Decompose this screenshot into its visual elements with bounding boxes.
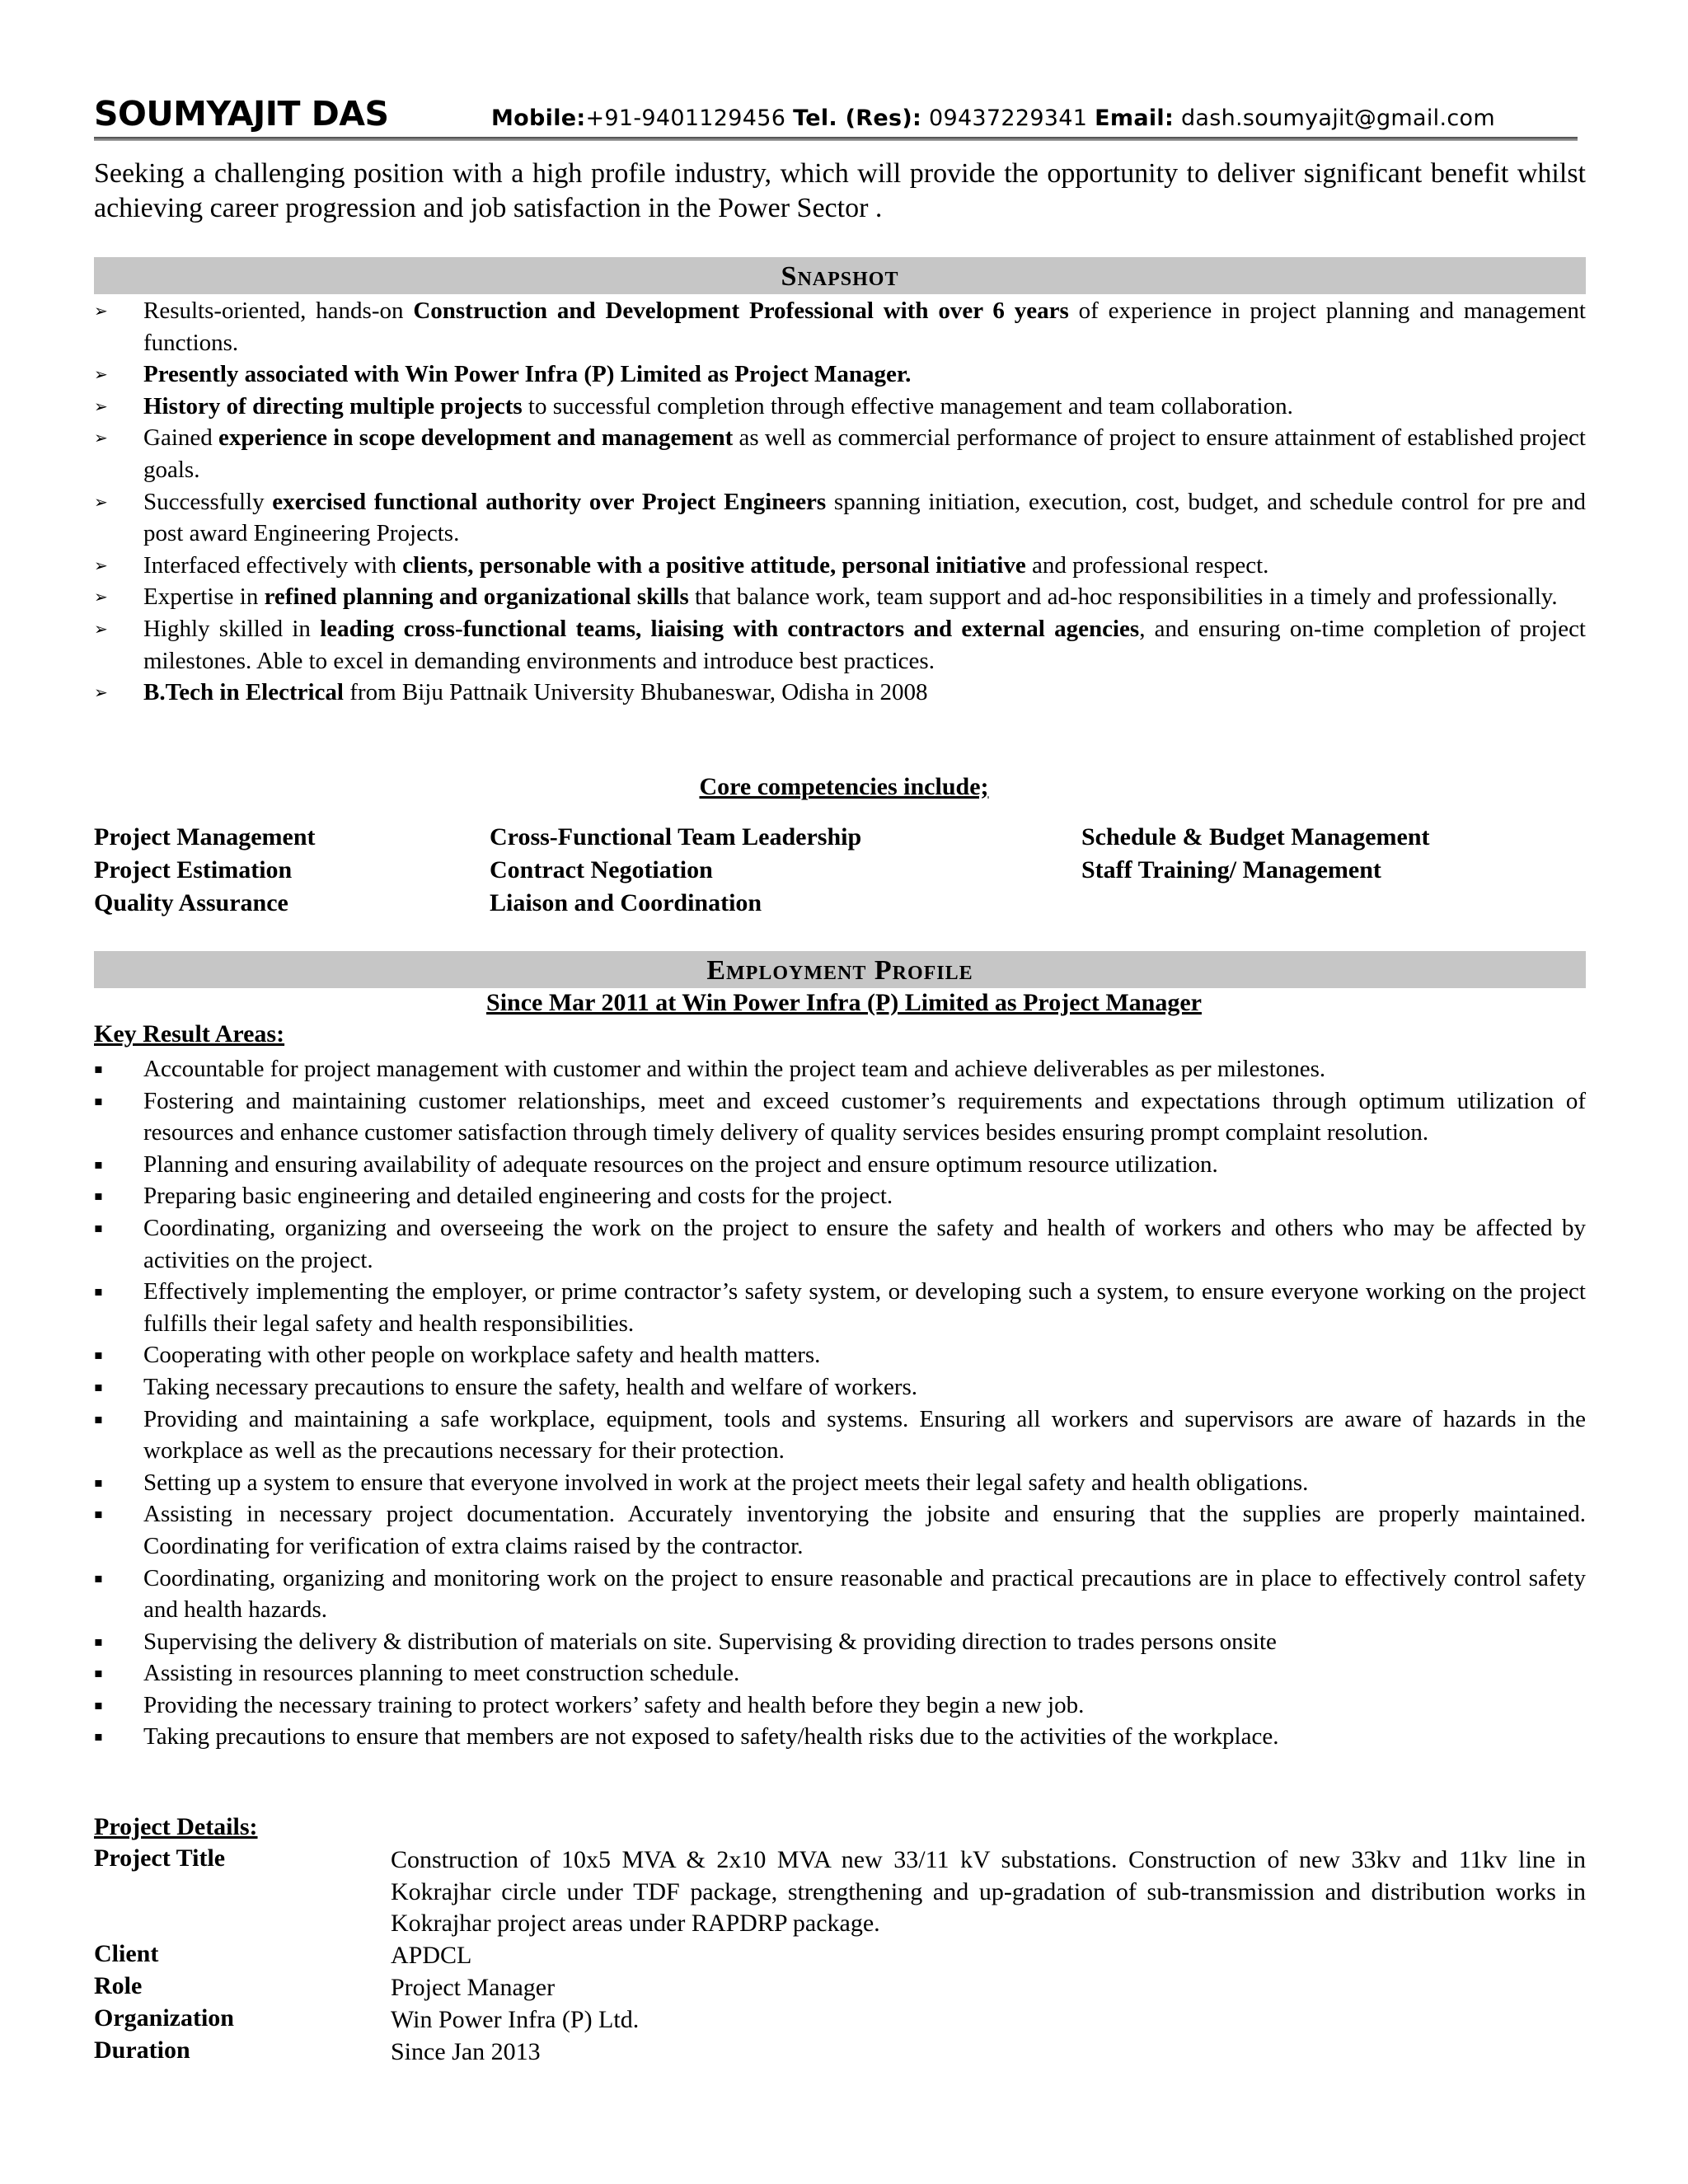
kra-item-text: Supervising the delivery & distribution of materials on site. Supervising & providing direction to trades persons onsite [143, 1628, 1277, 1655]
kra-item-text: Providing the necessary training to protect workers’ safety and health before they begin a new job. [143, 1691, 1085, 1718]
competency-item: Staff Training/ Management [1081, 856, 1381, 883]
kra-item [94, 1721, 1586, 1753]
client-label: Client [94, 1940, 159, 1967]
snapshot-item [94, 391, 1586, 423]
kra-item [94, 1467, 1586, 1499]
snapshot-item-text: and professional respect. [1025, 551, 1269, 579]
snapshot-item [94, 359, 1586, 391]
square-bullet-icon: ▪ [94, 1155, 103, 1172]
tel-value: 09437229341 [928, 105, 1088, 131]
role-value: Project Manager [391, 1974, 556, 2001]
arrow-bullet-icon: ➢ [94, 301, 108, 321]
kra-item [94, 1563, 1586, 1626]
square-bullet-icon: ▪ [94, 1569, 103, 1586]
competency-item: Project Management [94, 823, 316, 851]
email-value: dash.soumyajit@gmail.com [1180, 105, 1495, 131]
square-bullet-icon: ▪ [94, 1633, 103, 1649]
kra-item-text: Taking necessary precautions to ensure the safety, health and welfare of workers. [143, 1373, 918, 1400]
career-objective: Seeking a challenging position with a high profile industry, which will provide the opportunity to deliver significant benefit whilst achieving career progression and job satisfaction in the Power Sector . [94, 158, 1586, 223]
header-divider [94, 137, 1578, 141]
snapshot-item-text: Expertise in [143, 583, 265, 611]
competency-item: Liaison and Coordination [490, 889, 762, 916]
square-bullet-icon: ▪ [94, 1728, 103, 1745]
snapshot-item-highlight: History of directing multiple projects [143, 392, 523, 419]
kra-item-text: Cooperating with other people on workplace safety and health matters. [143, 1342, 821, 1369]
snapshot-item-highlight: experience in scope development and management [218, 424, 734, 452]
contact-line [491, 105, 1495, 131]
key-result-areas-list [94, 1053, 1586, 1753]
email-label: Email: [1095, 105, 1175, 131]
snapshot-item [94, 486, 1586, 550]
snapshot-item-text: as well as commercial performance of project to ensure attainment of established project goals. [143, 424, 1586, 483]
competency-item: Cross-Functional Team Leadership [490, 823, 862, 851]
kra-item [94, 1404, 1586, 1467]
competency-item: Schedule & Budget Management [1081, 823, 1430, 851]
square-bullet-icon: ▪ [94, 1188, 103, 1204]
arrow-bullet-icon: ➢ [94, 428, 108, 448]
kra-item [94, 1212, 1586, 1276]
kra-item [94, 1085, 1586, 1149]
kra-item [94, 1371, 1586, 1404]
competencies-column-1 [94, 821, 316, 920]
snapshot-item-text: , and ensuring on-time completion of project milestones. Able to excel in demanding environments and introduce best practices. [143, 615, 1586, 674]
mobile-value: +91-9401129456 [585, 105, 786, 131]
snapshot-item [94, 295, 1586, 359]
key-result-areas-heading: Key Result Areas: [94, 1020, 285, 1047]
square-bullet-icon: ▪ [94, 1474, 103, 1490]
kra-item-text: Taking precautions to ensure that members are not exposed to safety/health risks due to the activities of the workplace. [143, 1723, 1279, 1750]
kra-item [94, 1276, 1586, 1339]
kra-item-text: Assisting in resources planning to meet construction schedule. [143, 1660, 740, 1687]
kra-item-text: Accountable for project management with customer and within the project team and achieve deliverables as per milestones. [143, 1056, 1326, 1082]
tel-label: Tel. (Res): [793, 105, 922, 131]
competencies-heading: Core competencies include; [699, 773, 989, 800]
kra-item-text: Coordinating, organizing and overseeing the work on the project to ensure the safety and health of workers and others who may be affected by activities on the project. [143, 1214, 1586, 1273]
snapshot-item-text: Successfully [143, 488, 273, 515]
arrow-bullet-icon: ➢ [94, 682, 108, 703]
snapshot-item-text: from Biju Pattnaik University Bhubaneswar, Odisha in 2008 [344, 679, 928, 706]
snapshot-item [94, 550, 1586, 582]
square-bullet-icon: ▪ [94, 1378, 103, 1394]
snapshot-item [94, 677, 1586, 709]
duration-label: Duration [94, 2036, 190, 2064]
kra-item [94, 1498, 1586, 1562]
kra-item-text: Coordinating, organizing and monitoring work on the project to ensure reasonable and practical precautions are in place to effectively control safety and health hazards. [143, 1564, 1586, 1624]
square-bullet-icon: ▪ [94, 1347, 103, 1363]
kra-item-text: Preparing basic engineering and detailed engineering and costs for the project. [143, 1183, 893, 1210]
snapshot-item-highlight: Construction and Development Professional with over 6 years [413, 298, 1069, 324]
organization-value: Win Power Infra (P) Ltd. [391, 2006, 640, 2033]
arrow-bullet-icon: ➢ [94, 491, 108, 512]
arrow-bullet-icon: ➢ [94, 618, 108, 639]
snapshot-item-highlight: B.Tech in Electrical [143, 679, 344, 706]
snapshot-item-text: spanning initiation, execution, cost, budget, and schedule control for pre and post award Engineering Projects. [143, 488, 1586, 547]
arrow-bullet-icon: ➢ [94, 555, 108, 575]
square-bullet-icon: ▪ [94, 1665, 103, 1681]
competency-item: Quality Assurance [94, 889, 288, 916]
kra-item [94, 1626, 1586, 1658]
kra-item-text: Planning and ensuring availability of adequate resources on the project and ensure optimum resource utilization. [143, 1151, 1218, 1178]
snapshot-item-text: Results-oriented, hands-on [143, 298, 414, 324]
candidate-name: SOUMYAJIT DAS [94, 94, 389, 134]
kra-item-text: Providing and maintaining a safe workplace, equipment, tools and systems. Ensuring all workers and supervisors are aware of hazards in the workplace as well as the precautions necessary for their protection. [143, 1405, 1586, 1465]
kra-item-text: Effectively implementing the employer, or prime contractor’s safety system, or developing such a system, to ensure everyone working on the project fulfills their legal safety and health responsibilities. [143, 1278, 1586, 1337]
employment-subtitle: Since Mar 2011 at Win Power Infra (P) Limited as Project Manager [486, 989, 1202, 1016]
snapshot-item-text: of experience in project planning and management functions. [143, 298, 1586, 356]
snapshot-item [94, 613, 1586, 677]
organization-label: Organization [94, 2004, 234, 2032]
square-bullet-icon: ▪ [94, 1219, 103, 1235]
snapshot-item-highlight: leading cross-functional teams, liaising with contractors and external agencies [320, 615, 1140, 642]
kra-item [94, 1180, 1586, 1212]
snapshot-item-text: Highly skilled in [143, 615, 321, 642]
square-bullet-icon: ▪ [94, 1283, 103, 1300]
kra-item-text: Setting up a system to ensure that everyone involved in work at the project meets their legal safety and health obligations. [143, 1469, 1309, 1496]
snapshot-item-highlight: clients, personable with a positive attitude, personal initiative [402, 551, 1026, 579]
competencies-column-2 [490, 821, 861, 920]
kra-item [94, 1339, 1586, 1371]
snapshot-item-highlight: Presently associated with Win Power Infra (P) Limited as Project Manager. [143, 361, 912, 388]
kra-item-text: Assisting in necessary project documentation. Accurately inventorying the jobsite and ensuring that the supplies are properly maintained. Coordinating for verification of extra claims raised by the contractor. [143, 1501, 1586, 1559]
snapshot-item-text: Interfaced effectively with [143, 551, 403, 579]
arrow-bullet-icon: ➢ [94, 396, 108, 416]
competency-item: Project Estimation [94, 856, 293, 883]
arrow-bullet-icon: ➢ [94, 587, 108, 607]
snapshot-item-text: that balance work, team support and ad-hoc responsibilities in a timely and professionally. [688, 583, 1558, 611]
mobile-label: Mobile: [491, 105, 586, 131]
snapshot-item-highlight: exercised functional authority over Project Engineers [272, 488, 827, 515]
role-label: Role [94, 1972, 143, 1999]
square-bullet-icon: ▪ [94, 1410, 103, 1427]
project-title-label: Project Title [94, 1844, 226, 1872]
square-bullet-icon: ▪ [94, 1696, 103, 1713]
project-details-heading: Project Details: [94, 1813, 258, 1840]
snapshot-item-text: to successful completion through effective management and team collaboration. [522, 392, 1293, 419]
kra-item [94, 1690, 1586, 1722]
competencies-column-3 [1081, 821, 1430, 887]
kra-item [94, 1149, 1586, 1181]
employment-heading: Employment Profile [94, 951, 1586, 988]
square-bullet-icon: ▪ [94, 1061, 103, 1076]
snapshot-list [94, 295, 1586, 709]
snapshot-item-text: Gained [143, 424, 218, 452]
kra-item [94, 1657, 1586, 1690]
square-bullet-icon: ▪ [94, 1506, 103, 1522]
kra-item [94, 1053, 1586, 1085]
competency-item: Contract Negotiation [490, 856, 713, 883]
snapshot-item [94, 422, 1586, 485]
snapshot-item [94, 581, 1586, 613]
snapshot-item-highlight: refined planning and organizational skills [264, 583, 689, 611]
square-bullet-icon: ▪ [94, 1092, 103, 1108]
project-title-value: Construction of 10x5 MVA & 2x10 MVA new 33/11 kV substations. Construction of new 33kv and 11kv line in Kokrajhar circle under TDF package, strengthening and up-gradation of sub-transmission and distribution works in Kokrajhar project areas under RAPDRP package. [391, 1846, 1586, 1938]
arrow-bullet-icon: ➢ [94, 364, 108, 385]
kra-item-text: Fostering and maintaining customer relationships, meet and exceed customer’s requirements and expectations through optimum utilization of resources and enhance customer satisfaction through timely delivery of quality services besides ensuring prompt complaint resolution. [143, 1087, 1586, 1146]
snapshot-heading: Snapshot [94, 257, 1586, 294]
client-value: APDCL [391, 1942, 472, 1969]
duration-value: Since Jan 2013 [391, 2038, 541, 2065]
